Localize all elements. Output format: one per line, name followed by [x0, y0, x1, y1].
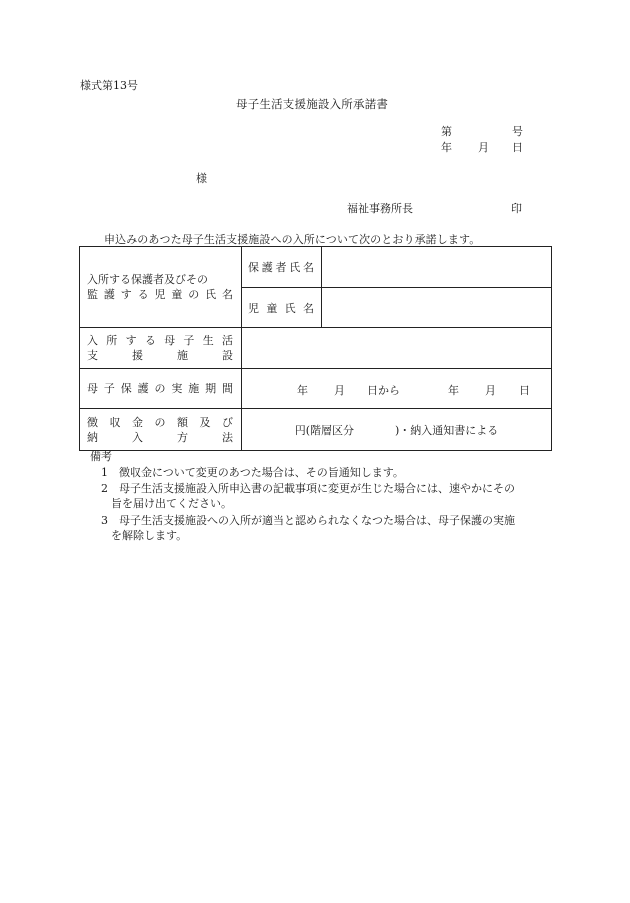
seal-mark: 印 — [511, 202, 522, 215]
label-char: 氏 — [205, 288, 217, 301]
table-row — [80, 247, 552, 288]
label-char: 護 — [137, 382, 149, 395]
facility-field[interactable] — [242, 328, 552, 369]
facility-label-cell — [80, 328, 242, 369]
label-char: 監 — [87, 288, 98, 301]
label-char: び — [222, 415, 233, 429]
label-char: 者 — [275, 261, 287, 274]
label-char: 活 — [221, 334, 233, 347]
guardian-child-label-cell — [80, 247, 242, 328]
label-char: 母 — [87, 382, 98, 395]
date-year: 年 — [441, 141, 452, 154]
label-char: 童 — [266, 301, 278, 315]
fee-field[interactable] — [242, 409, 552, 451]
label-char: 方 — [177, 430, 188, 444]
period-year2: 年 — [448, 384, 459, 397]
note-item-2-continued: 旨を届け出てください。 — [111, 497, 232, 510]
period-label — [87, 381, 233, 396]
label-char: 氏 — [284, 301, 296, 315]
doc-number-suffix: 号 — [512, 125, 523, 138]
table-row — [80, 328, 552, 369]
label-char: す — [120, 288, 132, 301]
guardian-child-label-line1: 入所する保護者及びその — [87, 273, 208, 286]
guardian-child-label-line2 — [87, 287, 233, 302]
label-char: 児 — [154, 288, 166, 301]
form-number: 様式第13号 — [80, 79, 138, 92]
fee-method-text: )・納入通知書による — [395, 423, 499, 437]
label-char: 徴 — [87, 415, 98, 429]
label-char: 保 — [248, 261, 259, 274]
label-char: 法 — [222, 430, 233, 444]
label-char: 名 — [303, 261, 314, 274]
fee-label-line1 — [87, 415, 233, 430]
label-char: 額 — [177, 415, 188, 429]
issuer-title: 福祉事務所長 — [347, 202, 413, 215]
label-char: 施 — [188, 382, 200, 395]
label-char: 施 — [177, 349, 188, 362]
note-item-1: 1 徴収金について変更のあつた場合は、その旨通知します。 — [101, 466, 404, 479]
label-char: 護 — [103, 288, 115, 301]
fee-amount-text: 円(階層区分 — [294, 423, 354, 437]
label-char: の — [188, 288, 200, 301]
label-char: 収 — [109, 415, 121, 429]
note-item-3: 3 母子生活支援施設への入所が適当と認められなくなつた場合は、母子保護の実施 — [101, 514, 515, 527]
approval-table — [79, 246, 552, 451]
label-char: 子 — [103, 382, 115, 395]
intro-text: 申込みのあつた母子生活支援施設への入所について次のとおり承諾します。 — [104, 233, 481, 246]
facility-label-line2 — [87, 348, 233, 363]
date-month: 月 — [478, 141, 489, 154]
child-name-label-cell — [242, 288, 322, 328]
period-month1: 月 — [334, 384, 345, 397]
label-char: 支 — [87, 349, 98, 362]
label-char: 母 — [164, 334, 176, 347]
label-char: 金 — [132, 415, 143, 429]
label-char: 氏 — [289, 261, 301, 274]
label-char: す — [125, 334, 137, 347]
guardian-name-label-cell — [242, 247, 322, 288]
fee-label-line2 — [87, 430, 233, 445]
label-char: の — [154, 382, 166, 395]
label-char: 保 — [120, 382, 132, 395]
label-char: る — [144, 334, 156, 347]
notes-title: 備考 — [90, 450, 112, 463]
label-char: 入 — [87, 334, 98, 347]
note-item-2: 2 母子生活支援施設入所申込書の記載事項に変更が生じた場合には、速やかにその — [101, 482, 515, 495]
table-row — [80, 409, 552, 451]
label-char: 及 — [199, 415, 211, 429]
label-char: 納 — [87, 430, 98, 444]
date-day: 日 — [512, 141, 523, 154]
child-name-label — [248, 300, 314, 316]
label-char: 護 — [261, 261, 273, 274]
label-char: 名 — [302, 301, 314, 315]
period-day2: 日 — [519, 384, 530, 397]
label-char: 童 — [171, 288, 183, 301]
guardian-name-field[interactable] — [322, 247, 552, 288]
label-char: 所 — [106, 334, 118, 347]
note-item-3-continued: を解除します。 — [111, 529, 188, 542]
table-row — [80, 369, 552, 409]
doc-number-prefix: 第 — [441, 125, 452, 138]
facility-label-line1 — [87, 333, 233, 348]
child-name-field[interactable] — [322, 288, 552, 328]
label-char: 実 — [171, 382, 183, 395]
label-char: 子 — [183, 334, 195, 347]
label-char: 入 — [132, 430, 143, 444]
period-year1: 年 — [297, 384, 308, 397]
label-char: 期 — [205, 382, 217, 395]
period-field[interactable] — [242, 369, 552, 409]
period-label-cell — [80, 369, 242, 409]
guardian-name-label — [248, 259, 314, 275]
label-char: 援 — [132, 349, 143, 362]
period-month2: 月 — [485, 384, 496, 397]
label-char: 間 — [222, 382, 233, 395]
document-title: 母子生活支援施設入所承諾書 — [236, 97, 389, 111]
fee-label-cell — [80, 409, 242, 451]
label-char: の — [154, 415, 166, 429]
recipient-honorific: 様 — [196, 172, 207, 185]
label-char: 生 — [202, 334, 214, 347]
label-char: 名 — [222, 288, 233, 301]
label-char: る — [137, 288, 149, 301]
period-day1-from: 日から — [367, 384, 400, 397]
label-char: 設 — [222, 349, 233, 362]
label-char: 児 — [248, 301, 259, 315]
